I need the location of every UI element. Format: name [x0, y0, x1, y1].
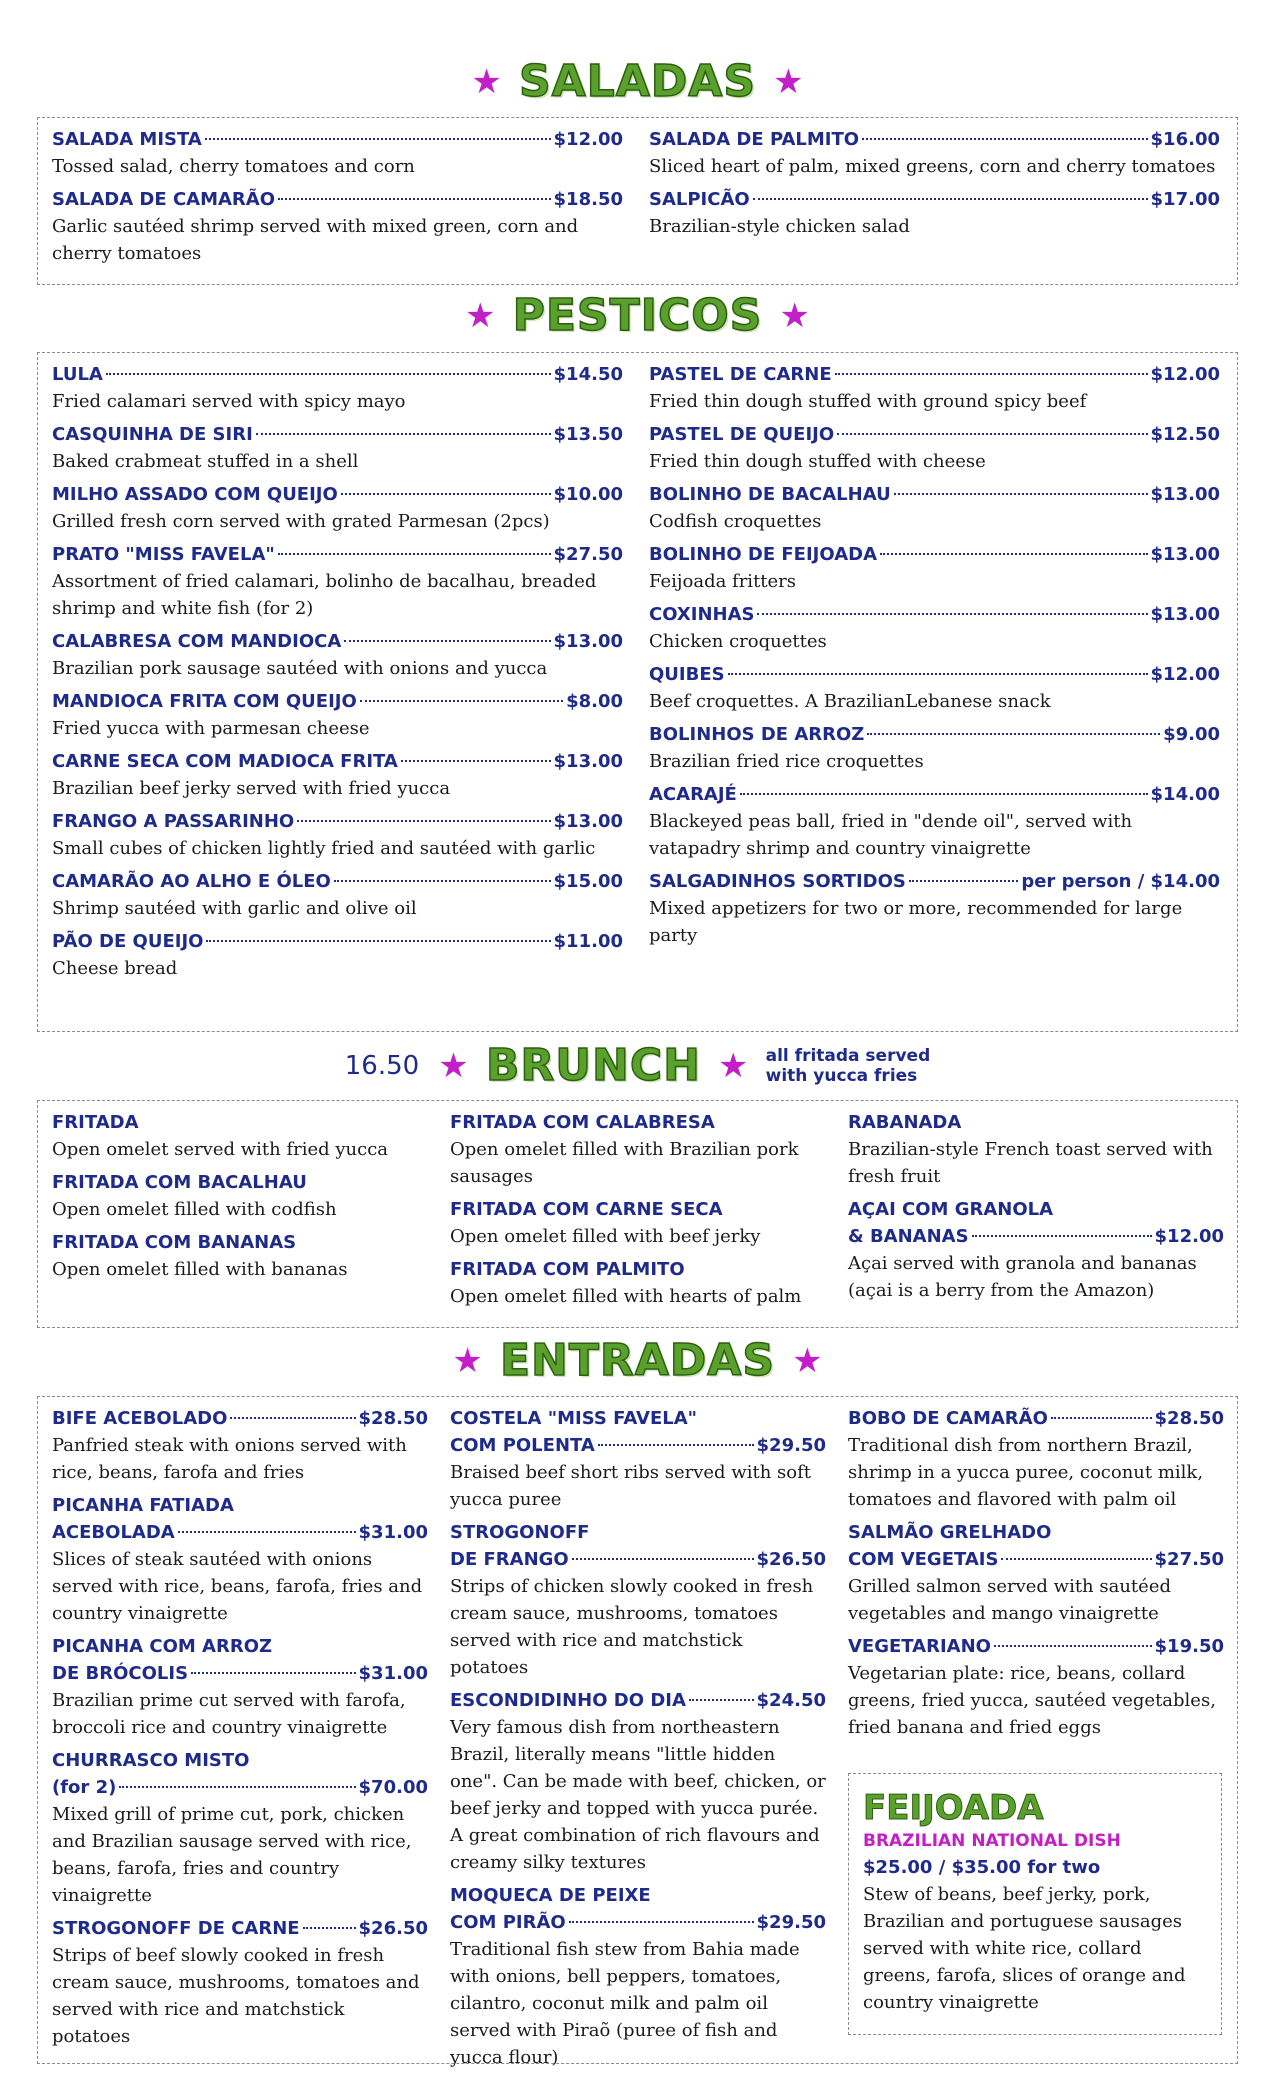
dot-leader [303, 1927, 356, 1929]
item-price: $17.00 [1150, 189, 1220, 210]
item-description: Mixed grill of prime cut, pork, chicken and Brazilian sausage served with rice, beans, farofa, fries and country vinaigrette [52, 1804, 412, 1906]
item-price: $31.00 [358, 1522, 428, 1543]
item-price: $9.00 [1163, 724, 1220, 745]
item-name: & BANANAS [848, 1226, 969, 1247]
menu-item [52, 126, 623, 180]
item-description: Open omelet served with fried yucca [52, 1139, 389, 1160]
menu-item [649, 601, 1220, 655]
item-name: AÇAI COM GRANOLA [848, 1199, 1054, 1220]
menu-item [450, 1256, 820, 1310]
item-name: PRATO "MISS FAVELA" [52, 544, 275, 565]
item-name: ACARAJÉ [649, 784, 737, 805]
pesticos-heading [0, 290, 1275, 341]
item-price: $29.50 [756, 1435, 826, 1456]
item-name: FRITADA COM BACALHAU [52, 1172, 307, 1193]
item-description: Shrimp sautéed with garlic and olive oil [52, 898, 417, 919]
item-price: $31.00 [358, 1663, 428, 1684]
item-description: Brazilian pork sausage sautéed with onions and yucca [52, 658, 548, 679]
saladas-col-right [649, 126, 1220, 246]
menu-item [52, 1492, 428, 1627]
item-price: $14.00 [1150, 784, 1220, 805]
menu-item [649, 481, 1220, 535]
item-description: Tossed salad, cherry tomatoes and corn [52, 156, 415, 177]
menu-item [450, 1196, 820, 1250]
menu-item [450, 1882, 826, 2071]
dot-leader [909, 880, 1018, 882]
menu-item [52, 1229, 422, 1283]
menu-item [52, 628, 623, 682]
brunch-col-3 [848, 1109, 1224, 1310]
dot-leader [341, 493, 551, 495]
menu-item [649, 186, 1220, 240]
item-description: Mixed appetizers for two or more, recommended for large party [649, 898, 1183, 946]
item-price: $29.50 [756, 1912, 826, 1933]
saladas-box [37, 117, 1238, 285]
dot-leader [344, 640, 550, 642]
item-name: PICANHA COM ARROZ [52, 1636, 273, 1657]
item-price: $12.00 [553, 129, 623, 150]
dot-leader [867, 733, 1160, 735]
item-name: PASTEL DE QUEIJO [649, 424, 835, 445]
dot-leader [206, 940, 550, 942]
item-name: BOBO DE CAMARÃO [848, 1408, 1048, 1429]
menu-item [848, 1196, 1224, 1304]
item-price: $28.50 [1154, 1408, 1224, 1429]
brunch-col-2 [450, 1109, 820, 1316]
item-description: Strips of beef slowly cooked in fresh cream sauce, mushrooms, tomatoes and served with rice and matchstick potatoes [52, 1945, 420, 2047]
menu-item [450, 1109, 820, 1190]
item-description: Very famous dish from northeastern Brazil, literally means "little hidden one". Can be made with beef, chicken, or beef jerky and topped with yucca purée. A great combination of rich flavours and creamy silky textures [450, 1717, 826, 1873]
item-name: PICANHA FATIADA [52, 1495, 234, 1516]
entradas-heading [0, 1335, 1275, 1386]
menu-item [52, 1405, 428, 1486]
item-name: BOLINHO DE FEIJOADA [649, 544, 877, 565]
item-name: PÃO DE QUEIJO [52, 931, 204, 952]
item-name: FRITADA COM CARNE SECA [450, 1199, 723, 1220]
menu-item [450, 1687, 826, 1876]
item-description: Open omelet filled with codfish [52, 1199, 337, 1220]
item-price: $11.00 [553, 931, 623, 952]
menu-item [52, 541, 623, 622]
dot-leader [178, 1531, 356, 1533]
item-name: FRITADA COM BANANAS [52, 1232, 297, 1253]
item-description: Cheese bread [52, 958, 178, 979]
star-icon: ★ [773, 61, 804, 102]
dot-leader [837, 433, 1147, 435]
item-price: $12.00 [1150, 364, 1220, 385]
item-name: STROGONOFF DE CARNE [52, 1918, 300, 1939]
menu-item [52, 361, 623, 415]
item-price: $13.00 [1150, 484, 1220, 505]
star-icon: ★ [465, 295, 496, 336]
item-price: $13.00 [1150, 544, 1220, 565]
item-description: Slices of steak sautéed with onions served with rice, beans, farofa, fries and country vinaigrette [52, 1549, 423, 1624]
item-name: COM POLENTA [450, 1435, 595, 1456]
dot-leader [106, 373, 551, 375]
dot-leader [835, 373, 1148, 375]
brunch-col-1 [52, 1109, 422, 1289]
star-icon: ★ [779, 295, 810, 336]
item-description: Panfried steak with onions served with rice, beans, farofa and fries [52, 1435, 407, 1483]
item-name: MOQUECA DE PEIXE [450, 1885, 651, 1906]
item-description: Open omelet filled with beef jerky [450, 1226, 761, 1247]
brunch-title: BRUNCH [485, 1040, 701, 1091]
item-name: QUIBES [649, 664, 725, 685]
feijoada-description: Stew of beans, beef jerky, pork, Brazilian and portuguese sausages served with white rice, collard greens, farofa, slices of orange and country vinaigrette [863, 1884, 1186, 2013]
item-name: VEGETARIANO [848, 1636, 991, 1657]
dot-leader [360, 700, 563, 702]
item-price: $14.50 [553, 364, 623, 385]
menu-item [52, 481, 623, 535]
menu-item [649, 781, 1220, 862]
menu-item [649, 541, 1220, 595]
menu-item [52, 928, 623, 982]
item-price: $26.50 [756, 1549, 826, 1570]
dot-leader [740, 793, 1148, 795]
menu-item [848, 1633, 1224, 1741]
star-icon: ★ [471, 61, 502, 102]
menu-item [52, 748, 623, 802]
item-price: $27.50 [553, 544, 623, 565]
feijoada-price: $25.00 / $35.00 for two [863, 1857, 1101, 1878]
dot-leader [689, 1699, 754, 1701]
item-price: $12.00 [1150, 664, 1220, 685]
menu-item [52, 688, 623, 742]
item-price: $24.50 [756, 1690, 826, 1711]
entradas-col-1 [52, 1405, 428, 2056]
item-price: per person / $14.00 [1021, 871, 1220, 892]
item-name: FRANGO A PASSARINHO [52, 811, 295, 832]
brunch-box [37, 1100, 1238, 1328]
entradas-box [37, 1396, 1238, 2068]
menu-item [52, 421, 623, 475]
item-name: SALPICÃO [649, 189, 750, 210]
item-name: CALABRESA COM MANDIOCA [52, 631, 342, 652]
item-price: $18.50 [553, 189, 623, 210]
item-price: $8.00 [566, 691, 623, 712]
item-description: Strips of chicken slowly cooked in fresh cream sauce, mushrooms, tomatoes served with rice and matchstick potatoes [450, 1576, 814, 1678]
star-icon: ★ [792, 1340, 823, 1381]
item-name: MANDIOCA FRITA COM QUEIJO [52, 691, 357, 712]
entradas-col-3 [848, 1405, 1224, 1747]
dot-leader [894, 493, 1148, 495]
item-description: Grilled salmon served with sautéed vegetables and mango vinaigrette [848, 1576, 1171, 1624]
item-name: SALMÃO GRELHADO [848, 1522, 1052, 1543]
item-description: Blackeyed peas ball, fried in "dende oil", served with vatapadry shrimp and country vinaigrette [649, 811, 1133, 859]
item-description: Brazilian-style chicken salad [649, 216, 910, 237]
dot-leader [862, 138, 1147, 140]
menu-item [52, 868, 623, 922]
item-name: BOLINHOS DE ARROZ [649, 724, 865, 745]
item-description: Fried calamari served with spicy mayo [52, 391, 406, 412]
menu-item [649, 126, 1220, 180]
star-icon: ★ [438, 1045, 469, 1086]
item-description: Chicken croquettes [649, 631, 827, 652]
item-price: $13.50 [553, 424, 623, 445]
item-description: Fried thin dough stuffed with cheese [649, 451, 986, 472]
item-description: Brazilian beef jerky served with fried yucca [52, 778, 451, 799]
dot-leader [569, 1921, 754, 1923]
item-name: COM PIRÃO [450, 1912, 566, 1933]
dot-leader [278, 198, 551, 200]
item-description: Braised beef short ribs served with soft yucca puree [450, 1462, 811, 1510]
item-price: $26.50 [358, 1918, 428, 1939]
item-name: LULA [52, 364, 103, 385]
dot-leader [728, 673, 1148, 675]
item-price: $28.50 [358, 1408, 428, 1429]
brunch-note-line: all fritada served [765, 1045, 931, 1066]
star-icon: ★ [718, 1045, 749, 1086]
item-name: PASTEL DE CARNE [649, 364, 832, 385]
item-description: Grilled fresh corn served with grated Parmesan (2pcs) [52, 511, 550, 532]
dot-leader [230, 1417, 355, 1419]
item-name: CHURRASCO MISTO [52, 1750, 250, 1771]
menu-item [52, 1109, 422, 1163]
item-name: RABANADA [848, 1112, 962, 1133]
menu-item [52, 1747, 428, 1909]
saladas-col-left [52, 126, 623, 273]
item-description: Fried thin dough stuffed with ground spicy beef [649, 391, 1087, 412]
item-description: Small cubes of chicken lightly fried and sautéed with garlic [52, 838, 596, 859]
item-name: CAMARÃO AO ALHO E ÓLEO [52, 871, 331, 892]
item-price: $13.00 [553, 751, 623, 772]
item-name: MILHO ASSADO COM QUEIJO [52, 484, 338, 505]
item-price: $12.00 [1154, 1226, 1224, 1247]
saladas-heading [0, 56, 1275, 107]
item-name: STROGONOFF [450, 1522, 590, 1543]
dot-leader [278, 553, 551, 555]
dot-leader [191, 1672, 356, 1674]
dot-leader [1001, 1558, 1151, 1560]
menu-item [848, 1519, 1224, 1627]
menu-item [649, 721, 1220, 775]
item-description: Feijoada fritters [649, 571, 797, 592]
item-name: SALGADINHOS SORTIDOS [649, 871, 906, 892]
item-description: Vegetarian plate: rice, beans, collard greens, fried yucca, sautéed vegetables, fried banana and fried eggs [848, 1663, 1216, 1738]
menu-item [52, 1633, 428, 1741]
menu-item [649, 868, 1220, 949]
menu-item [450, 1405, 826, 1513]
pesticos-col-right [649, 361, 1220, 955]
item-price: $27.50 [1154, 1549, 1224, 1570]
item-name: BOLINHO DE BACALHAU [649, 484, 891, 505]
dot-leader [753, 198, 1148, 200]
item-description: Assortment of fried calamari, bolinho de bacalhau, breaded shrimp and white fish (for 2) [52, 571, 597, 619]
item-description: Açai served with granola and bananas (açai is a berry from the Amazon) [848, 1253, 1197, 1301]
item-price: $13.00 [553, 811, 623, 832]
dot-leader [401, 760, 551, 762]
item-price: $13.00 [1150, 604, 1220, 625]
menu-item [52, 186, 623, 267]
entradas-col-2 [450, 1405, 826, 2077]
item-price: $16.00 [1150, 129, 1220, 150]
saladas-title: SALADAS [518, 56, 757, 107]
item-name: SALADA DE PALMITO [649, 129, 860, 150]
dot-leader [572, 1558, 754, 1560]
dot-leader [119, 1786, 355, 1788]
feijoada-box [848, 1773, 1222, 2035]
item-name: FRITADA COM PALMITO [450, 1259, 685, 1280]
item-price: $12.50 [1150, 424, 1220, 445]
brunch-price: 16.50 [344, 1050, 420, 1081]
item-description: Open omelet filled with bananas [52, 1259, 348, 1280]
menu-item [848, 1109, 1224, 1190]
pesticos-col-left [52, 361, 623, 988]
dot-leader [205, 138, 551, 140]
item-description: Traditional fish stew from Bahia made with onions, bell peppers, tomatoes, cilantro, coconut milk and palm oil served with Piraõ (puree of fish and yucca flour) [450, 1939, 800, 2068]
brunch-note-line: with yucca fries [765, 1065, 918, 1086]
item-description: Traditional dish from northern Brazil, shrimp in a yucca puree, coconut milk, tomatoes and flavored with palm oil [848, 1435, 1204, 1510]
menu-item [649, 661, 1220, 715]
item-price: $15.00 [553, 871, 623, 892]
item-description: Garlic sautéed shrimp served with mixed green, corn and cherry tomatoes [52, 216, 579, 264]
brunch-heading [0, 1040, 1275, 1091]
dot-leader [256, 433, 551, 435]
item-description: Fried yucca with parmesan cheese [52, 718, 370, 739]
feijoada-title: FEIJOADA [863, 1788, 1044, 1828]
item-description: Brazilian-style French toast served with fresh fruit [848, 1139, 1213, 1187]
menu-item [52, 1915, 428, 2050]
item-name: COXINHAS [649, 604, 755, 625]
menu-item [649, 421, 1220, 475]
item-name: CASQUINHA DE SIRI [52, 424, 253, 445]
dot-leader [972, 1235, 1152, 1237]
pesticos-title: PESTICOS [512, 290, 763, 341]
feijoada-subtitle: BRAZILIAN NATIONAL DISH [863, 1831, 1121, 1851]
item-price: $10.00 [553, 484, 623, 505]
item-name: DE BRÓCOLIS [52, 1663, 189, 1684]
menu-item [848, 1405, 1224, 1513]
dot-leader [1051, 1417, 1152, 1419]
item-name: CARNE SECA COM MADIOCA FRITA [52, 751, 398, 772]
item-name: BIFE ACEBOLADO [52, 1408, 228, 1429]
item-name: (for 2) [52, 1777, 117, 1798]
item-name: FRITADA COM CALABRESA [450, 1112, 715, 1133]
dot-leader [757, 613, 1147, 615]
entradas-title: ENTRADAS [499, 1335, 776, 1386]
star-icon: ★ [452, 1340, 483, 1381]
dot-leader [994, 1645, 1152, 1647]
item-price: $70.00 [358, 1777, 428, 1798]
item-price: $13.00 [553, 631, 623, 652]
item-name: SALADA MISTA [52, 129, 202, 150]
item-name: COM VEGETAIS [848, 1549, 999, 1570]
item-name: ESCONDIDINHO DO DIA [450, 1690, 686, 1711]
item-name: COSTELA "MISS FAVELA" [450, 1408, 698, 1429]
item-name: SALADA DE CAMARÃO [52, 189, 276, 210]
dot-leader [598, 1444, 754, 1446]
menu-item [52, 808, 623, 862]
item-name: FRITADA [52, 1112, 139, 1133]
menu-item [52, 1169, 422, 1223]
item-price: $19.50 [1154, 1636, 1224, 1657]
dot-leader [880, 553, 1148, 555]
item-name: ACEBOLADA [52, 1522, 175, 1543]
menu-item [450, 1519, 826, 1681]
item-description: Sliced heart of palm, mixed greens, corn and cherry tomatoes [649, 156, 1216, 177]
item-description: Open omelet filled with hearts of palm [450, 1286, 802, 1307]
item-description: Beef croquettes. A BrazilianLebanese snack [649, 691, 1051, 712]
item-name: DE FRANGO [450, 1549, 569, 1570]
item-description: Brazilian prime cut served with farofa, broccoli rice and country vinaigrette [52, 1690, 406, 1738]
dot-leader [334, 880, 551, 882]
item-description: Codfish croquettes [649, 511, 822, 532]
dot-leader [297, 820, 550, 822]
pesticos-box [37, 352, 1238, 1032]
item-description: Brazilian fried rice croquettes [649, 751, 924, 772]
item-description: Open omelet filled with Brazilian pork sausages [450, 1139, 799, 1187]
brunch-note [766, 1046, 931, 1086]
menu-item [649, 361, 1220, 415]
item-description: Baked crabmeat stuffed in a shell [52, 451, 359, 472]
